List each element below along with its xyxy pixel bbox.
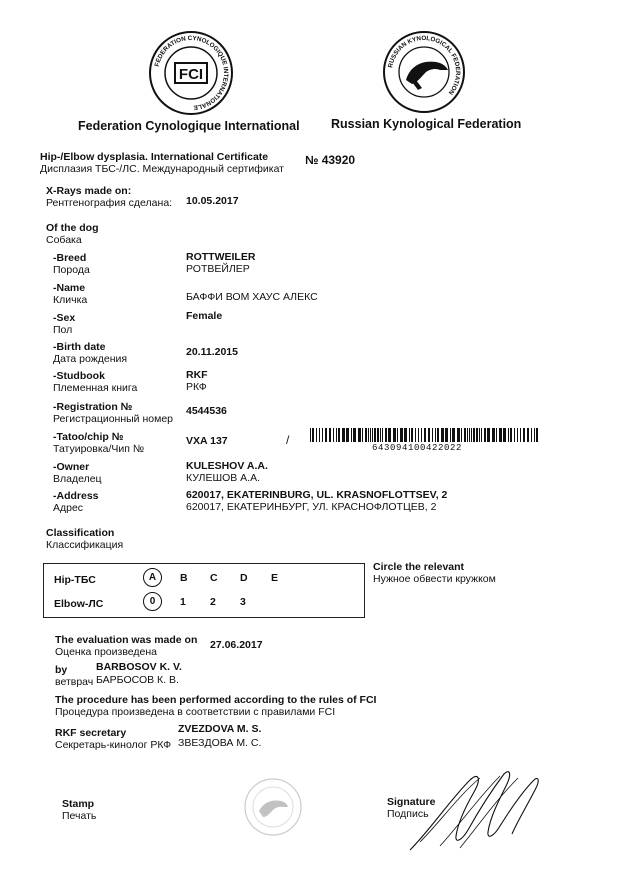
by-label-ru: ветврач: [55, 676, 94, 688]
breed-value-ru: РОТВЕЙЛЕР: [186, 263, 250, 275]
signature-scribble: [400, 760, 550, 860]
address-label-en: -Address: [53, 490, 99, 502]
certificate-number: № 43920: [305, 153, 356, 167]
by-label-en: by: [55, 664, 68, 676]
address-value-ru: 620017, ЕКАТЕРИНБУРГ, УЛ. КРАСНОФЛОТЦЕВ, 2: [186, 501, 437, 513]
owner-label-en: -Owner: [53, 461, 90, 473]
hip-grade-b: B: [180, 572, 188, 584]
circle-note-ru: Нужное обвести кружком: [373, 573, 496, 585]
certificate-title-en: Hip-/Elbow dysplasia. International Certificate: [40, 151, 269, 163]
fci-logo: [148, 30, 234, 116]
classification-box: [43, 563, 365, 618]
registration-label-ru: Регистрационный номер: [53, 413, 173, 425]
breed-value-en: ROTTWEILER: [186, 251, 256, 263]
sex-value: Female: [186, 310, 223, 322]
fci-logo-text: FCI: [178, 66, 204, 83]
registration-value: 4544536: [186, 405, 227, 417]
stamp-label-en: Stamp: [62, 798, 95, 810]
vet-name-ru: БАРБОСОВ К. В.: [96, 674, 179, 686]
classification-label-ru: Классификация: [46, 539, 124, 551]
xray-label-en: X-Rays made on:: [46, 185, 132, 197]
secretary-name-ru: ЗВЕЗДОВА М. С.: [178, 737, 262, 749]
chip-number: 643094100422022: [372, 443, 463, 453]
evaluation-label-ru: Оценка произведена: [55, 646, 158, 658]
secretary-name-en: ZVEZDOVA M. S.: [178, 723, 262, 735]
sex-label-ru: Пол: [53, 324, 73, 336]
registration-label-en: -Registration №: [53, 401, 133, 413]
chip-barcode: [310, 428, 542, 442]
studbook-value-ru: РКФ: [186, 381, 207, 393]
sex-label-en: -Sex: [53, 312, 76, 324]
studbook-label-en: -Studbook: [53, 370, 105, 382]
elbow-grade-1: 1: [180, 596, 186, 608]
name-label-ru: Кличка: [53, 294, 88, 306]
circle-note-en: Circle the relevant: [373, 561, 465, 573]
owner-value-en: KULESHOV A.A.: [186, 460, 268, 472]
studbook-value-en: RKF: [186, 369, 208, 381]
hip-grade-d: D: [240, 572, 248, 584]
tattoo-separator: /: [286, 433, 290, 447]
birth-value: 20.11.2015: [186, 346, 238, 358]
elbow-grade-0: 0: [143, 592, 162, 611]
rkf-logo-ring-text: RUSSIAN KYNOLOGICAL FEDERATION: [387, 34, 462, 96]
owner-label-ru: Владелец: [53, 473, 102, 485]
fci-logo-ring-text: FEDERATION CYNOLOGIQUE INTERNATIONALE: [153, 34, 230, 111]
xray-date: 10.05.2017: [186, 195, 239, 207]
fci-name: Federation Cynologique International: [78, 119, 300, 133]
breed-label-ru: Порода: [53, 264, 90, 276]
hip-grade-a: A: [143, 568, 162, 587]
tattoo-value: VXA 137: [186, 435, 228, 447]
name-value: БАФФИ ВОМ ХАУС АЛЕКС: [186, 291, 318, 303]
address-value-en: 620017, EKATERINBURG, UL. KRASNOFLOTTSEV, 2: [186, 489, 448, 501]
vet-name-en: BARBOSOV K. V.: [96, 661, 182, 673]
stamp-seal: [243, 777, 303, 837]
classification-label-en: Classification: [46, 527, 115, 539]
secretary-label-ru: Секретарь-кинолог РКФ: [55, 739, 172, 751]
procedure-en: The procedure has been performed according to the rules of FCI: [55, 694, 377, 706]
evaluation-date: 27.06.2017: [210, 639, 263, 651]
procedure-ru: Процедура произведена в соответствии с правилами FCI: [55, 706, 336, 718]
evaluation-label-en: The evaluation was made on: [55, 634, 198, 646]
breed-label-en: -Breed: [53, 252, 87, 264]
hip-grade-c: C: [210, 572, 218, 584]
elbow-label: Elbow-ЛС: [54, 598, 104, 610]
birth-label-en: -Birth date: [53, 341, 106, 353]
owner-value-ru: КУЛЕШОВ А.А.: [186, 472, 261, 484]
name-label-en: -Name: [53, 282, 86, 294]
elbow-grade-3: 3: [240, 596, 246, 608]
hip-label: Hip-ТБС: [54, 574, 96, 586]
studbook-label-ru: Племенная книга: [53, 382, 138, 394]
certificate-title-ru: Дисплазия ТБС-/ЛС. Международный сертификат: [40, 163, 284, 175]
signature-label-ru: Подпись: [387, 808, 429, 820]
birth-label-ru: Дата рождения: [53, 353, 128, 365]
rkf-name: Russian Kynological Federation: [331, 117, 522, 131]
tattoo-label-en: -Tatoo/chip №: [53, 431, 124, 443]
secretary-label-en: RKF secretary: [55, 727, 127, 739]
stamp-label-ru: Печать: [62, 810, 97, 822]
dog-section-en: Of the dog: [46, 222, 99, 234]
xray-label-ru: Рентгенография сделана:: [46, 197, 173, 209]
dog-section-ru: Собака: [46, 234, 82, 246]
hip-grade-e: E: [271, 572, 279, 584]
rkf-logo: [382, 30, 466, 114]
signature-label-en: Signature: [387, 796, 436, 808]
tattoo-label-ru: Татуировка/Чип №: [53, 443, 145, 455]
elbow-grade-2: 2: [210, 596, 216, 608]
address-label-ru: Адрес: [53, 502, 84, 514]
